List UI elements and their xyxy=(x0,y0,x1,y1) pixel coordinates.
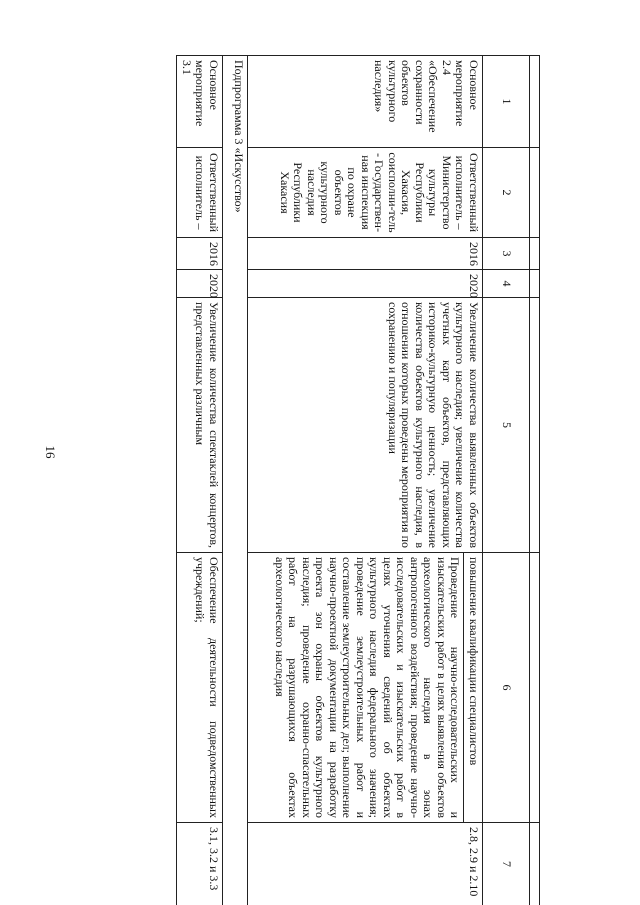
indicators: 2.8, 2.9 и 2.10 xyxy=(248,823,483,905)
top-strip-row xyxy=(530,56,540,905)
page-number: 16 xyxy=(43,445,58,459)
activities xyxy=(248,553,483,823)
header-col-2: 2 xyxy=(483,148,530,238)
header-col-1: 1 xyxy=(483,56,530,148)
expected-results: Увеличение количества спектаклей концертов, представленных различным xyxy=(177,298,223,553)
activities: Обеспечение деятельности подведомственных учреждений; xyxy=(177,553,223,823)
start-year: 2016 xyxy=(248,238,483,270)
measure-name: Основное мероприятие 2.4 «Обеспечение сохранности объектов культурного наследия» xyxy=(248,56,483,148)
rotated-table-area xyxy=(110,55,540,905)
header-col-7: 7 xyxy=(483,823,530,905)
header-row xyxy=(483,56,530,905)
header-col-6: 6 xyxy=(483,553,530,823)
subprogram-row xyxy=(223,56,248,905)
executor: Ответственный исполнитель – Министерство культуры Республики Хакасия, соисполни-тель - Государствен-ная инспекция по охране объектов культурного наследия Республики Хакасия xyxy=(248,148,483,238)
table-rotator xyxy=(110,55,540,905)
expected-results: Увеличение количества выявленных объектов культурного наследия; увеличение количества учетных карт объектов, представляющих историко-культурную ценность; увеличение количества объектов культурного наследия, в отношении которых проведены мероприятия по сохранению и популяризации xyxy=(248,298,483,553)
activities-text: Проведение научно-исследовательских и изыскательских работ в целях выявления объектов археологического наследия в зонах антропогенного воздействия; проведение научно-исследовательских и изыскательских работ в целях уточнения сведений об объектах культурного наследия федерального значения; проведение землеустроительных работ и составление землеустроительных дел; выполнение научно-проектной документации на разработку проекта зон охраны объектов культурного наследия; проведение охранно-спасательных работ на разрушающихся объектах археологического наследия xyxy=(273,557,463,818)
activities-top-line: повышение квалификации специалистов xyxy=(464,553,483,822)
end-year: 2020 xyxy=(248,270,483,298)
subprogram-title: Подпрограмма 3 «Искусство» xyxy=(223,56,248,905)
indicators: 3.1, 3.2 и 3.3 xyxy=(177,823,223,905)
header-col-5: 5 xyxy=(483,298,530,553)
start-year: 2016 xyxy=(177,238,223,270)
program-table xyxy=(177,55,541,905)
end-year: 2020 xyxy=(177,270,223,298)
header-col-4: 4 xyxy=(483,270,530,298)
header-col-3: 3 xyxy=(483,238,530,270)
measure-name: Основное мероприятие 3.1 xyxy=(177,56,223,148)
executor: Ответственный исполнитель – xyxy=(177,148,223,238)
table-row xyxy=(177,56,223,905)
table-row xyxy=(248,56,483,905)
